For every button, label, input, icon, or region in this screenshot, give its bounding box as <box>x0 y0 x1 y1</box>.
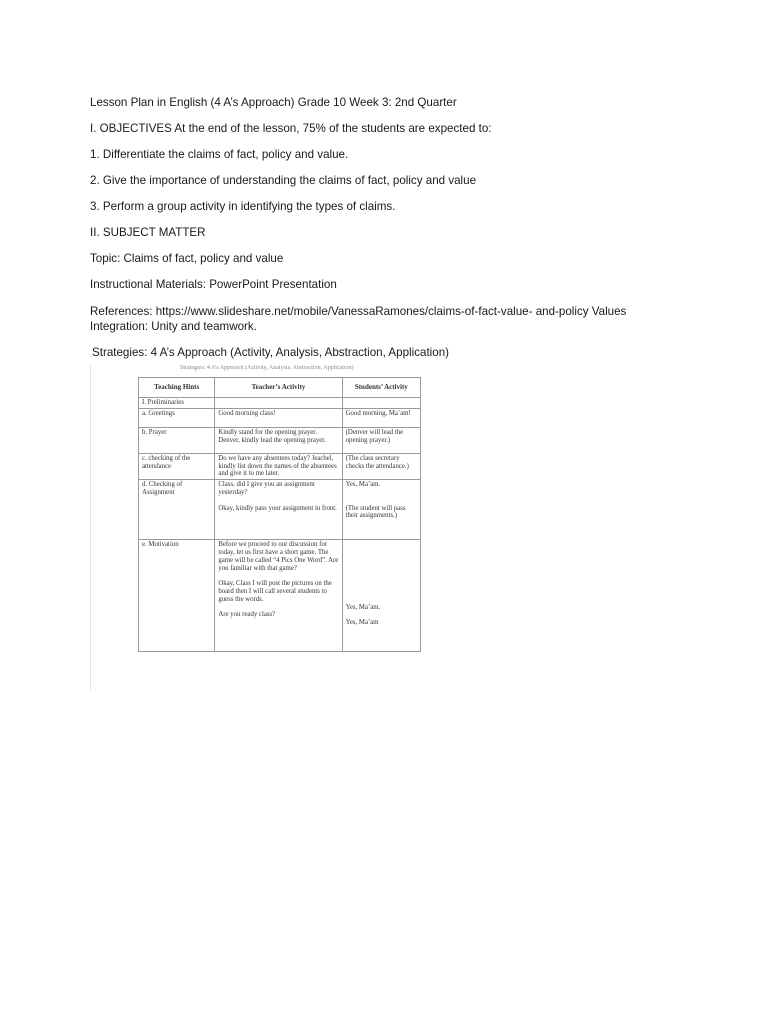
hint-attendance: c. checking of the attendance <box>139 453 215 479</box>
student-assignment-1: Yes, Ma’am. <box>345 481 381 489</box>
header-teachers-activity: Teacher’s Activity <box>215 378 342 398</box>
teacher-motivation-3: Are you ready class? <box>218 611 276 619</box>
lesson-procedure-table <box>138 377 421 652</box>
section-preliminaries: I. Preliminaries <box>139 398 215 409</box>
topic-line: Topic: Claims of fact, policy and value <box>90 252 284 265</box>
lesson-title: Lesson Plan in English (4 A’s Approach) Grade 10 Week 3: 2nd Quarter <box>90 96 457 109</box>
teacher-greetings: Good morning class! <box>215 408 342 427</box>
table-section-row <box>139 398 421 409</box>
table-row <box>139 427 421 453</box>
objective-2: 2. Give the importance of understanding the claims of fact, policy and value <box>90 174 477 187</box>
hint-prayer: b. Prayer <box>139 427 215 453</box>
table-header-row <box>139 378 421 398</box>
objective-1: 1. Differentiate the claims of fact, policy and value. <box>90 148 349 161</box>
hint-motivation: e. Motivation <box>139 540 215 652</box>
subject-matter-heading: II. SUBJECT MATTER <box>90 226 206 239</box>
teacher-motivation-1: Before we proceed to our discussion for today, let us first have a short game. The game will be called “4 Pics One Word”. Are you familiar with that game? <box>218 541 339 572</box>
table-row <box>139 408 421 427</box>
objective-3: 3. Perform a group activity in identifying the types of claims. <box>90 200 396 213</box>
student-assignment <box>342 480 420 540</box>
table-cell <box>215 398 342 409</box>
table-cell <box>342 398 420 409</box>
hint-greetings: a. Greetings <box>139 408 215 427</box>
student-prayer: (Denver will lead the opening prayer.) <box>342 427 420 453</box>
student-motivation-1: Yes, Ma’am. <box>345 603 381 611</box>
strategies-line: Strategies: 4 A’s Approach (Activity, Analysis, Abstraction, Application) <box>92 346 450 359</box>
table-row <box>139 540 421 652</box>
table-row <box>139 453 421 479</box>
teacher-motivation-2: Okay, Class I will post the pictures on the board then I will call several students to guess the words. <box>218 580 332 603</box>
student-assignment-2: (The student will pass their assignments.) <box>345 504 406 520</box>
header-students-activity: Students’ Activity <box>342 378 420 398</box>
header-teaching-hints: Teaching Hints <box>139 378 215 398</box>
scan-caption: Strategies: 4 A’s Approach (Activity, Analysis, Abstraction, Application) <box>180 365 354 371</box>
objectives-heading: I. OBJECTIVES At the end of the lesson, 75% of the students are expected to: <box>90 122 492 135</box>
teacher-attendance: Do we have any absentees today? Jeachel, kindly list down the names of the absentees and give it to me later. <box>215 453 342 479</box>
teacher-assignment-2: Okay, kindly pass your assignment in front. <box>218 504 337 512</box>
teacher-prayer: Kindly stand for the opening prayer. Denver, kindly lead the opening prayer. <box>215 427 342 453</box>
teacher-motivation <box>215 540 342 652</box>
student-motivation <box>342 540 420 652</box>
materials-line: Instructional Materials: PowerPoint Presentation <box>90 278 337 291</box>
student-motivation-2: Yes, Ma’am <box>345 619 379 627</box>
teacher-assignment-1: Class, did I give you an assignment yesterday? <box>218 481 315 496</box>
scanned-table-image <box>90 365 435 695</box>
teacher-assignment <box>215 480 342 540</box>
hint-assignment: d. Checking of Assignment <box>139 480 215 540</box>
student-greetings: Good morning, Ma’am! <box>342 408 420 427</box>
table-row <box>139 480 421 540</box>
student-attendance: (The class secretary checks the attendance.) <box>342 453 420 479</box>
references-line: References: https://www.slideshare.net/mobile/VanessaRamones/claims-of-fact-value- and-policy Values Integration: Unity and teamwork. <box>90 305 627 333</box>
scan-edge-divider <box>90 365 91 690</box>
